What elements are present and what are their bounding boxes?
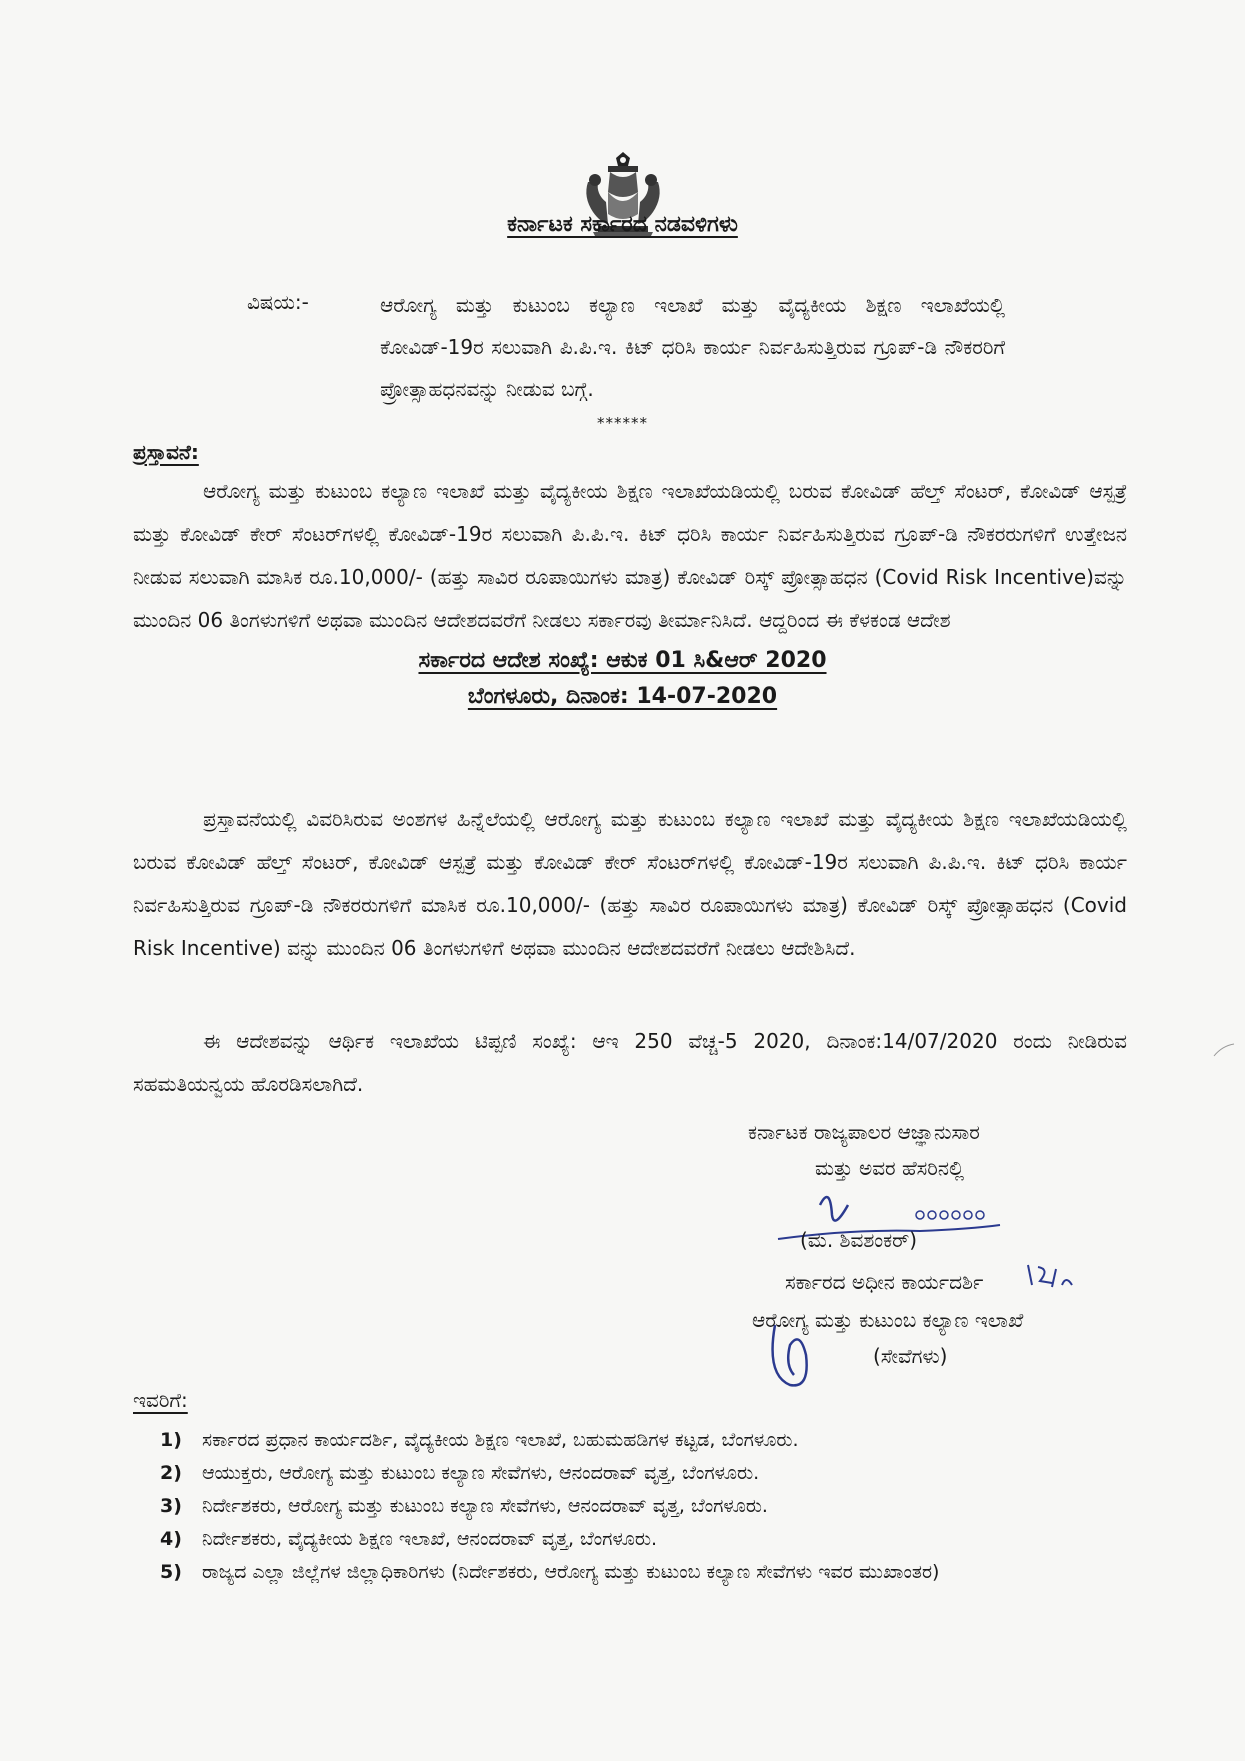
- list-item: [160, 1491, 1130, 1521]
- list-item-text: ಸರ್ಕಾರದ ಪ್ರಧಾನ ಕಾರ್ಯದರ್ಶಿ, ವೈದ್ಯಕೀಯ ಶಿಕ್ಷಣ ಇಲಾಖೆ, ಬಹುಮಹಡಿಗಳ ಕಟ್ಟಡ, ಬೆಂಗಳೂರು.: [202, 1429, 799, 1451]
- list-item-number: 2): [160, 1462, 182, 1484]
- list-item-text: ನಿರ್ದೇಶಕರು, ಆರೋಗ್ಯ ಮತ್ತು ಕುಟುಂಬ ಕಲ್ಯಾಣ ಸೇವೆಗಳು, ಆನಂದರಾವ್ ವೃತ್ತ, ಬೆಂಗಳೂರು.: [202, 1495, 768, 1517]
- list-item-text: ನಿರ್ದೇಶಕರು, ವೈದ್ಯಕೀಯ ಶಿಕ್ಷಣ ಇಲಾಖೆ, ಆನಂದರಾವ್ ವೃತ್ತ, ಬೆಂಗಳೂರು.: [202, 1528, 658, 1550]
- list-item-number: 1): [160, 1429, 182, 1451]
- order-number: ಸರ್ಕಾರದ ಆದೇಶ ಸಂಖ್ಯೆ: ಆಕುಕ 01 ಸಿ&ಆರ್ 2020: [418, 648, 827, 673]
- subject-label: ವಿಷಯ:-: [247, 290, 309, 314]
- handwritten-signature: [770, 1185, 1090, 1415]
- recipients-label: ಇವರಿಗೆ:: [133, 1388, 188, 1412]
- separator: ******: [597, 414, 648, 432]
- signature-authority-line-2: ಮತ್ತು ಅವರ ಹೆಸರಿನಲ್ಲಿ: [815, 1156, 965, 1180]
- signatory-section: (ಸೇವೆಗಳು): [873, 1344, 948, 1368]
- signatory-designation: ಸರ್ಕಾರದ ಅಧೀನ ಕಾರ್ಯದರ್ಶಿ: [785, 1270, 984, 1294]
- list-item: [160, 1524, 1130, 1554]
- list-item-text: ರಾಜ್ಯದ ಎಲ್ಲಾ ಜಿಲ್ಲೆಗಳ ಜಿಲ್ಲಾಧಿಕಾರಿಗಳು (ನಿರ್ದೇಶಕರು, ಆರೋಗ್ಯ ಮತ್ತು ಕುಟುಂಬ ಕಲ್ಯಾಣ ಸೇವೆಗಳು ಇವರ ಮುಖಾಂತರ): [202, 1561, 940, 1583]
- concurrence-text: ಈ ಆದೇಶವನ್ನು ಆರ್ಥಿಕ ಇಲಾಖೆಯ ಟಿಪ್ಪಣಿ ಸಂಖ್ಯೆ: ಆಇ 250 ವೆಚ್ಚ-5 2020, ದಿನಾಂಕ:14/07/2020 ರಂದು ನೀಡಿರುವ ಸಹಮತಿಯನ್ವಯ ಹೊರಡಿಸಲಾಗಿದೆ.: [133, 1029, 1127, 1096]
- list-item-text: ಆಯುಕ್ತರು, ಆರೋಗ್ಯ ಮತ್ತು ಕುಟುಂಬ ಕಲ್ಯಾಣ ಸೇವೆಗಳು, ಆನಂದರಾವ್ ವೃತ್ತ, ಬೆಂಗಳೂರು.: [202, 1462, 760, 1484]
- signature-authority-line: ಕರ್ನಾಟಕ ರಾಜ್ಯಪಾಲರ ಆಜ್ಞಾನುಸಾರ: [748, 1120, 980, 1144]
- signatory-department: ಆರೋಗ್ಯ ಮತ್ತು ಕುಟುಂಬ ಕಲ್ಯಾಣ ಇಲಾಖೆ: [752, 1308, 1024, 1332]
- document-title: ಕರ್ನಾಟಕ ಸರ್ಕಾರದ ನಡವಳಿಗಳು: [507, 212, 738, 237]
- list-item-number: 5): [160, 1561, 182, 1583]
- signatory-name: (ಮ. ಶಿವಶಂಕರ್): [800, 1228, 918, 1252]
- list-item-number: 3): [160, 1495, 182, 1517]
- list-item: [160, 1557, 1130, 1587]
- recipients-list: [160, 1425, 1130, 1590]
- preamble-label: ಪ್ರಸ್ತಾವನೆ:: [133, 440, 199, 464]
- preamble-text: ಆರೋಗ್ಯ ಮತ್ತು ಕುಟುಂಬ ಕಲ್ಯಾಣ ಇಲಾಖೆ ಮತ್ತು ವೈದ್ಯಕೀಯ ಶಿಕ್ಷಣ ಇಲಾಖೆಯಡಿಯಲ್ಲಿ ಬರುವ ಕೋವಿಡ್ ಹೆಲ್ತ್ ಸೆಂಟರ್, ಕೋವಿಡ್ ಆಸ್ಪತ್ರೆ ಮತ್ತು ಕೋವಿಡ್ ಕೇರ್ ಸೆಂಟರ್‌ಗಳಲ್ಲಿ ಕೋವಿಡ್-19ರ ಸಲುವಾಗಿ ಪಿ.ಪಿ.ಇ. ಕಿಟ್ ಧರಿಸಿ ಕಾರ್ಯ ನಿರ್ವಹಿಸುತ್ತಿರುವ ಗ್ರೂಪ್-ಡಿ ನೌಕರರುಗಳಿಗೆ ಉತ್ತೇಜನ ನೀಡುವ ಸಲುವಾಗಿ ಮಾಸಿಕ ರೂ.10,000/- (ಹತ್ತು ಸಾವಿರ ರೂಪಾಯಿಗಳು ಮಾತ್ರ) ಕೋವಿಡ್ ರಿಸ್ಕ್ ಪ್ರೋತ್ಸಾಹಧನ (Covid Risk Incentive)ವನ್ನು ಮುಂದಿನ 06 ತಿಂಗಳುಗಳಿಗೆ ಅಥವಾ ಮುಂದಿನ ಆದೇಶದವರೆಗೆ ನೀಡಲು ಸರ್ಕಾರವು ತೀರ್ಮಾನಿಸಿದೆ. ಆದ್ದರಿಂದ ಈ ಕೆಳಕಂಡ ಆದೇಶ: [133, 479, 1127, 632]
- list-item: [160, 1458, 1130, 1488]
- list-item-number: 4): [160, 1528, 182, 1550]
- list-item: [160, 1425, 1130, 1455]
- order-date: ಬೆಂಗಳೂರು, ದಿನಾಂಕ: 14-07-2020: [467, 684, 778, 709]
- subject-text: ಆರೋಗ್ಯ ಮತ್ತು ಕುಟುಂಬ ಕಲ್ಯಾಣ ಇಲಾಖೆ ಮತ್ತು ವೈದ್ಯಕೀಯ ಶಿಕ್ಷಣ ಇಲಾಖೆಯಲ್ಲಿ ಕೋವಿಡ್-19ರ ಸಲುವಾಗಿ ಪಿ.ಪಿ.ಇ. ಕಿಟ್ ಧರಿಸಿ ಕಾರ್ಯ ನಿರ್ವಹಿಸುತ್ತಿರುವ ಗ್ರೂಪ್-ಡಿ ನೌಕರರಿಗೆ ಪ್ರೋತ್ಸಾಹಧನವನ್ನು ನೀಡುವ ಬಗ್ಗೆ.: [380, 293, 1005, 401]
- order-body: ಪ್ರಸ್ತಾವನೆಯಲ್ಲಿ ವಿವರಿಸಿರುವ ಅಂಶಗಳ ಹಿನ್ನೆಲೆಯಲ್ಲಿ ಆರೋಗ್ಯ ಮತ್ತು ಕುಟುಂಬ ಕಲ್ಯಾಣ ಇಲಾಖೆ ಮತ್ತು ವೈದ್ಯಕೀಯ ಶಿಕ್ಷಣ ಇಲಾಖೆಯಡಿಯಲ್ಲಿ ಬರುವ ಕೋವಿಡ್ ಹೆಲ್ತ್ ಸೆಂಟರ್, ಕೋವಿಡ್ ಆಸ್ಪತ್ರೆ ಮತ್ತು ಕೋವಿಡ್ ಕೇರ್ ಸೆಂಟರ್‌ಗಳಲ್ಲಿ ಕೋವಿಡ್-19ರ ಸಲುವಾಗಿ ಪಿ.ಪಿ.ಇ. ಕಿಟ್ ಧರಿಸಿ ಕಾರ್ಯ ನಿರ್ವಹಿಸುತ್ತಿರುವ ಗ್ರೂಪ್-ಡಿ ನೌಕರರುಗಳಿಗೆ ಮಾಸಿಕ ರೂ.10,000/- (ಹತ್ತು ಸಾವಿರ ರೂಪಾಯಿಗಳು ಮಾತ್ರ) ಕೋವಿಡ್ ರಿಸ್ಕ್ ಪ್ರೋತ್ಸಾಹಧನ (Covid Risk Incentive) ವನ್ನು ಮುಂದಿನ 06 ತಿಂಗಳುಗಳಿಗೆ ಅಥವಾ ಮುಂದಿನ ಆದೇಶದವರೆಗೆ ನೀಡಲು ಆದೇಶಿಸಿದೆ.: [133, 807, 1127, 960]
- margin-mark-icon: [1212, 1040, 1236, 1060]
